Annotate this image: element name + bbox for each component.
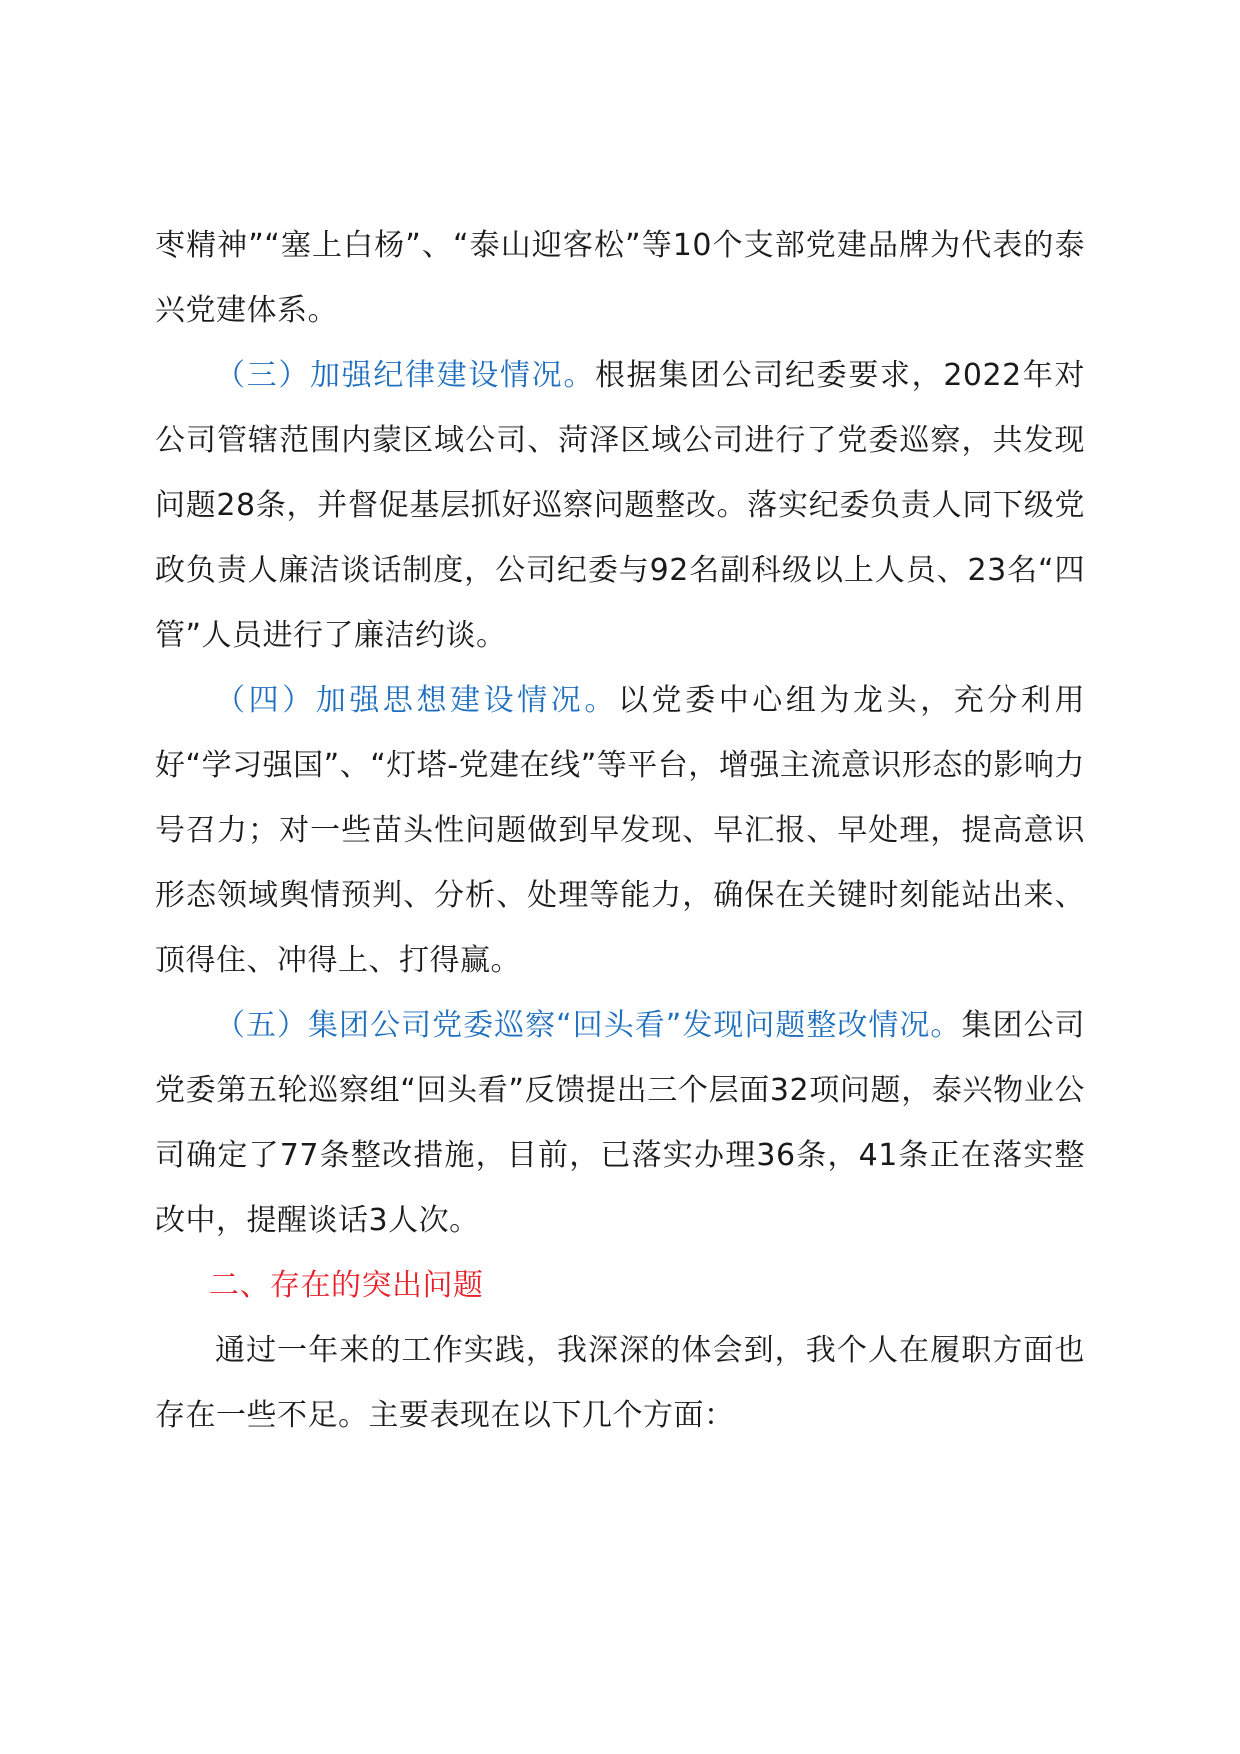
paragraph-text: 枣精神”“塞上白杨”、“泰山迎客松”等10个支部党建品牌为代表的泰兴党建体系。 xyxy=(155,228,1085,328)
paragraph-text: 根据集团公司纪委要求，2022年对公司管辖范围内蒙区域公司、菏泽区域公司进行了党委巡察，共发现问题28条，并督促基层抓好巡察问题整改。落实纪委负责人同下级党政负责人廉洁谈话制度，公司纪委与92名副科级以上人员、23名“四管”人员进行了廉洁约谈。 xyxy=(155,358,1086,653)
paragraph-inspection-review xyxy=(155,993,1085,1253)
paragraph-text: 以党委中心组为龙头，充分利用好“学习强国”、“灯塔-党建在线”等平台，增强主流意识形态的影响力号召力；对一些苗头性问题做到早发现、早汇报、早处理，提高意识形态领域舆情预判、分析、处理等能力，确保在关键时刻能站出来、顶得住、冲得上、打得赢。 xyxy=(155,683,1086,978)
document-body xyxy=(155,213,1085,1448)
paragraph-heading: （五）集团公司党委巡察“回头看”发现问题整改情况。 xyxy=(215,1008,962,1043)
paragraph-closing xyxy=(155,1318,1085,1448)
paragraph-text: 集团公司党委第五轮巡察组“回头看”反馈提出三个层面32项问题，泰兴物业公司确定了77条整改措施，目前，已落实办理36条，41条正在落实整改中，提醒谈话3人次。 xyxy=(155,1008,1085,1238)
paragraph-continuation xyxy=(155,213,1085,343)
paragraph-ideology xyxy=(155,668,1085,993)
paragraph-text: 通过一年来的工作实践，我深深的体会到，我个人在履职方面也存在一些不足。主要表现在以下几个方面： xyxy=(155,1333,1085,1433)
paragraph-heading: （四）加强思想建设情况。 xyxy=(215,683,618,718)
paragraph-discipline xyxy=(155,343,1085,668)
section-title: 二、存在的突出问题 xyxy=(209,1268,484,1303)
paragraph-heading: （三）加强纪律建设情况。 xyxy=(215,358,595,393)
